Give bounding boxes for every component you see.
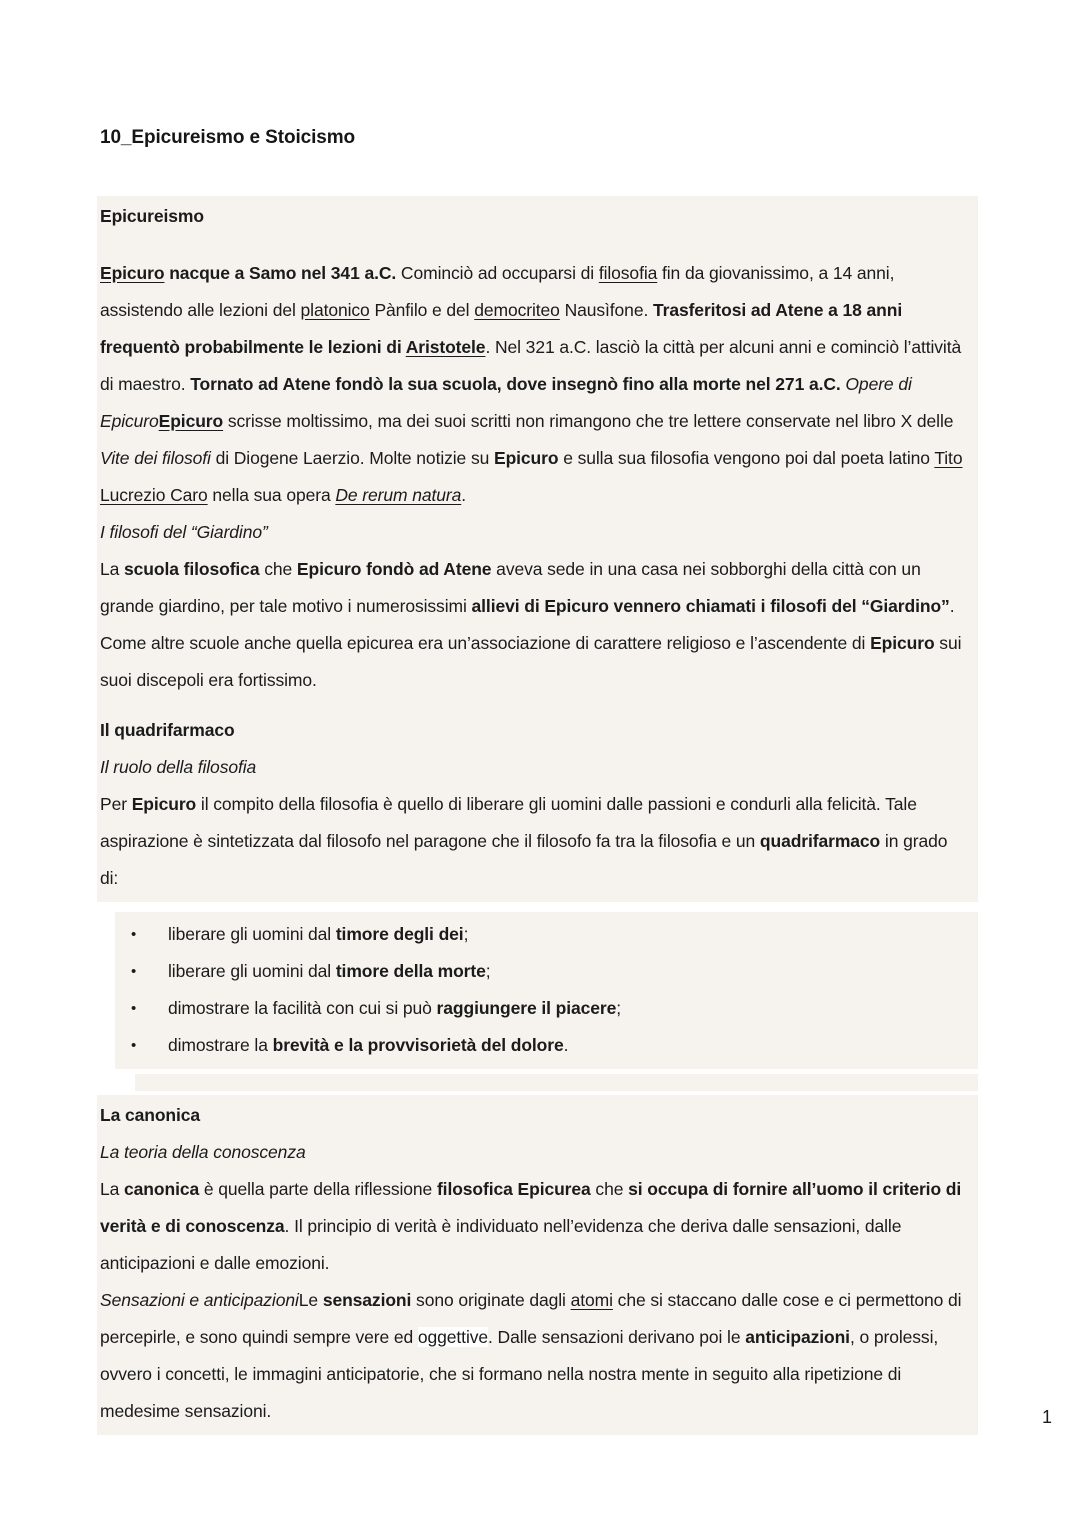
document-page xyxy=(97,127,978,1435)
list-item xyxy=(115,1027,970,1064)
list-item-text: liberare gli uomini dal timore della morte; xyxy=(168,961,491,981)
highlight-block-canonica xyxy=(97,1095,978,1435)
bullet-icon: • xyxy=(131,963,137,980)
line-filosofi-giardino: I filosofi del “Giardino” xyxy=(100,522,268,542)
spacer xyxy=(100,699,970,712)
quadrifarmaco-bullet-list xyxy=(115,912,978,1069)
section-heading-quadrifarmaco: Il quadrifarmaco xyxy=(100,720,235,740)
list-item xyxy=(115,916,970,953)
list-item-text: dimostrare la facilità con cui si può raggiungere il piacere; xyxy=(168,998,621,1018)
paragraph-sensazioni: Sensazioni e anticipazioniLe sensazioni sono originate dagli atomi che si staccano dalle cose e ci permettono di percepirle, e sono quindi sempre vere ed oggettive. Dalle sensazioni derivano poi le anticipazioni, o prolessi, ovvero i concetti, le immagini anticipatorie, che si formano nella nostra mente in seguito alla ripetizione di medesime sensazioni. xyxy=(100,1290,962,1421)
subtitle-teoria-conoscenza: La teoria della conoscenza xyxy=(100,1142,306,1162)
paragraph-canonica: La canonica è quella parte della riflessione filosofica Epicurea che si occupa di fornire all’uomo il criterio di verità e di conoscenza. Il principio di verità è individuato nell’evidenza che deriva dalle sensazioni, dalle anticipazioni e dalle emozioni. xyxy=(100,1179,962,1273)
paragraph-epicuro-bio: Epicuro nacque a Samo nel 341 a.C. Cominciò ad occuparsi di filosofia fin da giovanissimo, a 14 anni, assistendo alle lezioni del platonico Pànfilo e del democriteo Nausìfone. Trasferitosi ad Atene a 18 anni frequentò probabilmente le lezioni di Aristotele. Nel 321 a.C. lasciò la città per alcuni anni e cominciò l’attività di maestro. Tornato ad Atene fondò la sua scuola, dove insegnò fino alla morte nel 271 a.C. Opere di EpicuroEpicuro scrisse moltissimo, ma dei suoi scritti non rimangono che tre lettere conservate nel libro X delle Vite dei filosofi di Diogene Laerzio. Molte notizie su Epicuro e sulla sua filosofia vengono poi dal poeta latino Tito Lucrezio Caro nella sua opera De rerum natura. xyxy=(100,263,963,505)
spacer xyxy=(100,235,970,255)
list-item xyxy=(115,953,970,990)
page-title: 10_Epicureismo e Stoicismo xyxy=(100,127,356,148)
section-heading-canonica: La canonica xyxy=(100,1105,201,1125)
bullet-icon: • xyxy=(131,1037,137,1054)
highlight-block-epicureismo xyxy=(97,196,978,902)
list-item-text: dimostrare la brevità e la provvisorietà del dolore. xyxy=(168,1035,569,1055)
paragraph-scuola-filosofica: La scuola filosofica che Epicuro fondò ad Atene aveva sede in una casa nei sobborghi della città con un grande giardino, per tale motivo i numerosissimi allievi di Epicuro vennero chiamati i filosofi del “Giardino”. Come altre scuole anche quella epicurea era un’associazione di carattere religioso e l’ascendente di Epicuro sui suoi discepoli era fortissimo. xyxy=(100,559,962,690)
list-item-text: liberare gli uomini dal timore degli dei; xyxy=(168,924,469,944)
highlight-strip xyxy=(135,1074,978,1091)
bullet-icon: • xyxy=(131,926,137,943)
subtitle-ruolo-filosofia: Il ruolo della filosofia xyxy=(100,757,257,777)
list-item xyxy=(115,990,970,1027)
page-number: 1 xyxy=(1042,1407,1053,1427)
paragraph-quadrifarmaco: Per Epicuro il compito della filosofia è quello di liberare gli uomini dalle passioni e condurli alla felicità. Tale aspirazione è sintetizzata dal filosofo nel paragone che il filosofo fa tra la filosofia e un quadrifarmaco in grado di: xyxy=(100,794,948,888)
section-heading-epicureismo: Epicureismo xyxy=(100,206,204,226)
bullet-icon: • xyxy=(131,1000,137,1017)
